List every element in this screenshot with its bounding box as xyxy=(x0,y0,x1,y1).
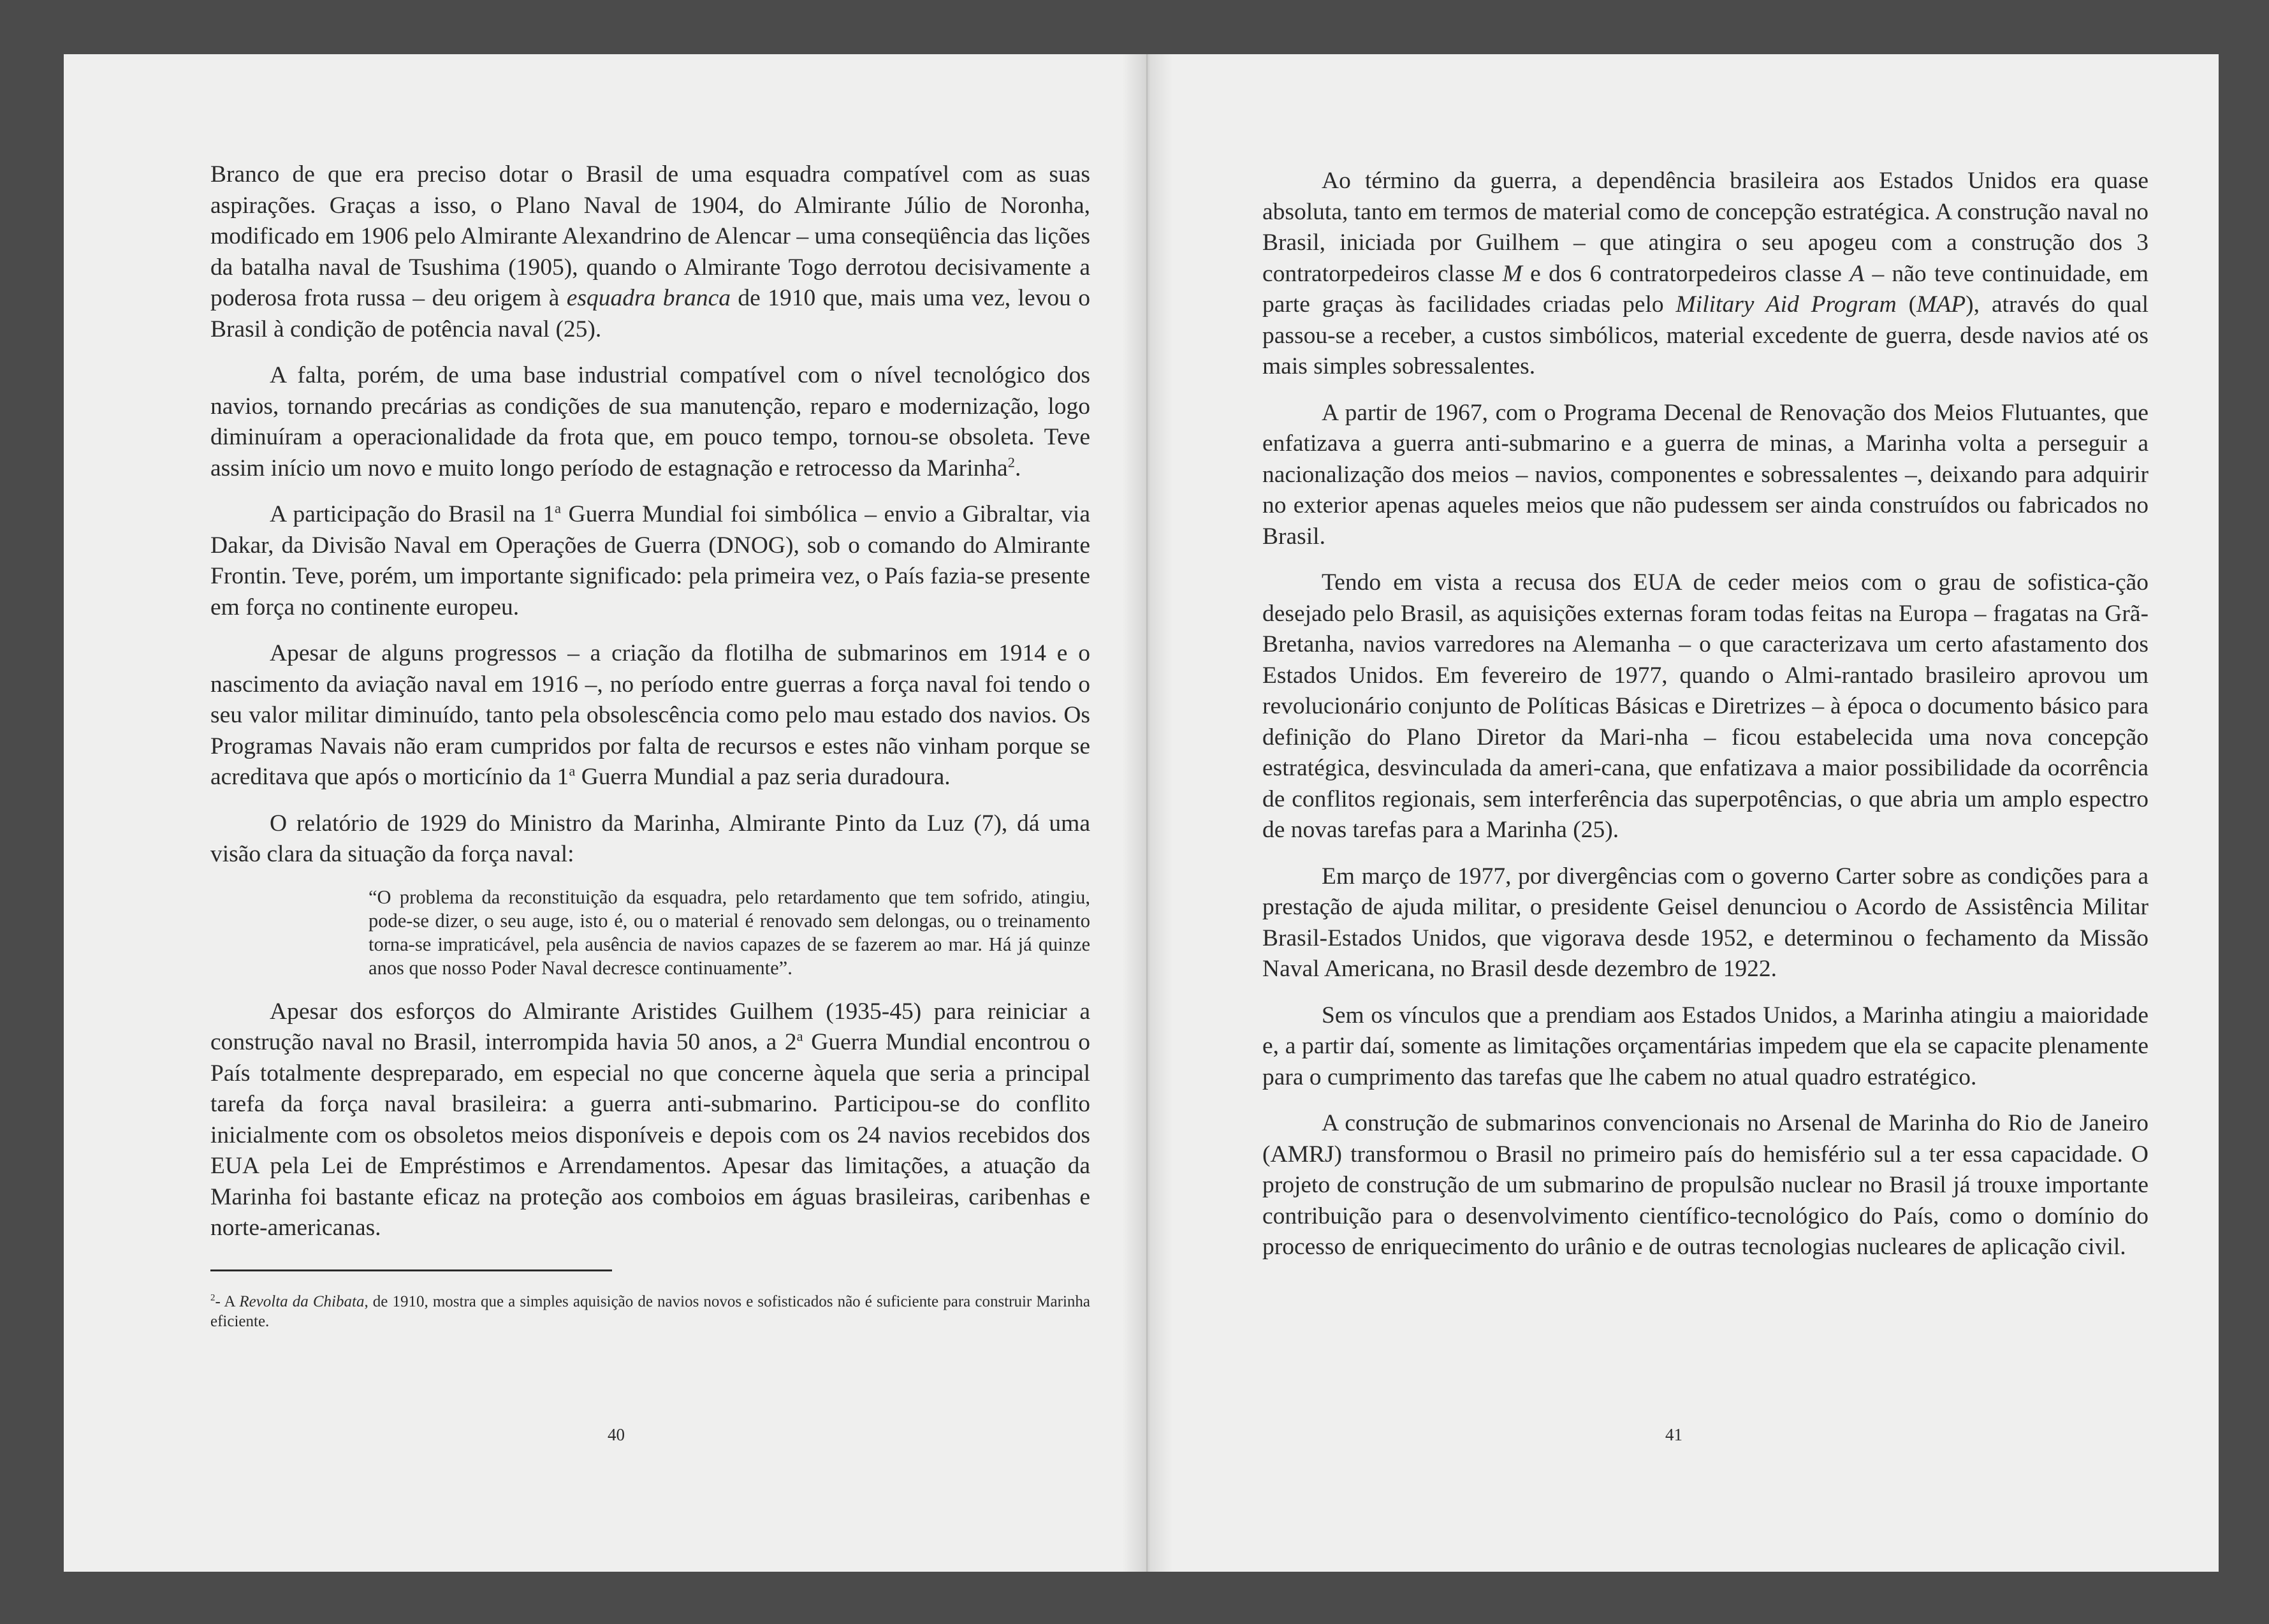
paragraph: A partir de 1967, com o Programa Decenal de Renovação dos Meios Flutuantes, que enfatizava a guerra anti-submarino e a guerra de minas, a Marinha volta a perseguir a nacionalização dos meios – navios, componentes e sobressalentes –, deixando para adquirir no exterior apenas aqueles meios que não pudessem ser ainda construídos ou fabricados no Brasil. xyxy=(1262,399,2149,550)
footnote xyxy=(210,1292,1090,1331)
left-page xyxy=(64,54,1148,1572)
text-run: Apesar de alguns progressos – a criação da flotilha de submarinos em 1914 e o nascimento da aviação naval em 1916 –, no período entre guerras a força naval foi tendo o seu valor militar diminuído, tanto pela obsolescência como pelo mau estado dos navios. Os Programas Navais não eram cumpridos por falta de recursos e estes não vinham porque se acreditava que após o morticínio da 1 xyxy=(210,640,1090,790)
text-run: – não teve continuidade, em parte graças às facilidades criadas pelo xyxy=(1262,260,2149,318)
text-run: - A xyxy=(215,1292,240,1310)
footnote-number: 2 xyxy=(210,1292,215,1303)
right-page-body xyxy=(1262,166,2149,1278)
ordinal-sup: a xyxy=(569,763,576,779)
right-page xyxy=(1148,54,2219,1572)
page-number: 41 xyxy=(1665,1425,1682,1444)
text-run: , de 1910, mostra que a simples aquisição de navios novos e sofisticados não é suficiente para construir Marinha eficiente. xyxy=(210,1292,1091,1330)
text-run: ), através do qual passou-se a receber, a custos simbólicos, material excedente de guerra, desde navios até os mais simples sobressalentes. xyxy=(1262,291,2149,379)
text-run: A participação do Brasil na 1 xyxy=(270,501,555,527)
text-run: de 1910 que, mais uma vez, levou o Brasil à condição de potência naval (25). xyxy=(210,285,1090,342)
italic-text: esquadra branca xyxy=(566,285,731,311)
italic-text: MAP xyxy=(1916,291,1966,318)
text-run: Guerra Mundial foi simbólica – envio a Gibraltar, via Dakar, da Divisão Naval em Operações de Guerra (DNOG), sob o comando do Almirante Frontin. Teve, porém, um importante significado: pela primeira vez, o País fazia-se presente em força no continente europeu. xyxy=(210,501,1090,620)
block-quote: “O problema da reconstituição da esquadra, pelo retardamento que tem sofrido, atingiu, pode-se dizer, o seu auge, isto é, ou o material é renovado sem delongas, ou o treinamento torna-se impraticável, pela ausência de navios capazes de se fazerem ao mar. Há já quinze anos que nosso Poder Naval decresce continuamente”. xyxy=(368,886,1090,979)
text-run: Guerra Mundial a paz seria duradoura. xyxy=(575,764,951,790)
ordinal-sup: a xyxy=(796,1028,803,1044)
left-page-body xyxy=(210,159,1090,1347)
italic-text: Military Aid Program xyxy=(1675,291,1897,318)
text-run: . xyxy=(1014,455,1021,481)
footnote-ref: 2 xyxy=(1007,454,1015,470)
paragraph xyxy=(210,638,1090,793)
italic-text: M xyxy=(1502,260,1522,287)
footnote-divider xyxy=(210,1269,612,1271)
paragraph: Sem os vínculos que a prendiam aos Estados Unidos, a Marinha atingiu a maioridade e, a partir daí, somente as limitações orçamentárias impedem que ela se capacite plenamente para o cumprimento das tarefas que lhe cabem no atual quadro estratégico. xyxy=(1262,1002,2149,1090)
book-gutter xyxy=(1122,54,1173,1572)
italic-text: Revolta da Chibata xyxy=(239,1292,365,1310)
text-run: Apesar dos esforços do Almirante Aristides Guilhem (1935-45) para reiniciar a construção naval no Brasil, interrompida havia 50 anos, a 2 xyxy=(210,998,1090,1055)
paragraph xyxy=(1262,166,2149,383)
text-run: Guerra Mundial encontrou o País totalmente despreparado, em especial no que concerne àquela que seria a principal tarefa da força naval brasileira: a guerra anti-submarino. Participou-se do conflito inicialmente com os obsoletos meios disponíveis e depois com os 24 navios recebidos dos EUA pela Lei de Empréstimos e Arrendamentos. Apesar das limitações, a atuação da Marinha foi bastante eficaz na proteção aos comboios em águas brasileiras, caribenhas e norte-americanas. xyxy=(210,1029,1090,1241)
paragraph: Em março de 1977, por divergências com o governo Carter sobre as condições para a prestação de ajuda militar, o presidente Geisel denunciou o Acordo de Assistência Militar Brasil-Estados Unidos, que vigorava desde 1952, e determinou o fechamento da Missão Naval Americana, no Brasil desde dezembro de 1922. xyxy=(1262,863,2149,982)
paragraph xyxy=(210,360,1090,484)
paragraph xyxy=(210,159,1090,345)
text-run: ( xyxy=(1896,291,1917,318)
paragraph: Tendo em vista a recusa dos EUA de ceder meios com o grau de sofistica-ção desejado pelo Brasil, as aquisições externas foram todas feitas na Europa – fragatas na Grã-Bretanha, navios varredores na Alemanha – o que caracterizava um certo afastamento dos Estados Unidos. Em fevereiro de 1977, quando o Almi-rantado brasileiro aprovou um revolucionário conjunto de Políticas Básicas e Diretrizes – à época o documento básico para definição do Plano Diretor da Mari-nha – ficou estabelecida uma nova concepção estratégica, desvinculada da ameri-cana, que enfatizava a maior possibilidade da ocorrência de conflitos regionais, sem interferência das superpotências, o que abria um amplo espectro de novas tarefas para a Marinha (25). xyxy=(1262,569,2149,843)
paragraph: A construção de submarinos convencionais no Arsenal de Marinha do Rio de Janeiro (AMRJ) transformou o Brasil no primeiro país do hemisfério sul a ter essa capacidade. O projeto de construção de um submarino de propulsão nuclear no Brasil já trouxe importante contribuição para o desenvolvimento científico-tecnológico do País, como o domínio do processo de enriquecimento do urânio e de outras tecnologias nucleares de aplicação civil. xyxy=(1262,1110,2149,1260)
italic-text: A xyxy=(1849,260,1865,287)
text-run: e dos 6 contratorpedeiros classe xyxy=(1522,260,1850,287)
text-run: Ao término da guerra, a dependência brasileira aos Estados Unidos era quase absoluta, tanto em termos de material como de concepção estratégica. A construção naval no Brasil, iniciada por Guilhem – que atingira o seu apogeu com a construção dos 3 contratorpedeiros classe xyxy=(1262,168,2149,287)
paragraph: O relatório de 1929 do Ministro da Marinha, Almirante Pinto da Luz (7), dá uma visão clara da situação da força naval: xyxy=(210,810,1090,867)
text-run: A falta, porém, de uma base industrial compatível com o nível tecnológico dos navios, tornando precárias as condições de sua manutenção, reparo e modernização, logo diminuíram a operacionalidade da frota que, em pouco tempo, tornou-se obsoleta. Teve assim início um novo e muito longo período de estagnação e retrocesso da Marinha xyxy=(210,362,1090,481)
page-number: 40 xyxy=(608,1425,625,1444)
ordinal-sup: a xyxy=(555,500,562,516)
text-run: Branco de que era preciso dotar o Brasil de uma esquadra compatível com as suas aspirações. Graças a isso, o Plano Naval de 1904, do Almirante Júlio de Noronha, modificado em 1906 pelo Almirante Alexandrino de Alencar – uma conseqüência das lições da batalha naval de Tsushima (1905), quando o Almirante Togo derrotou decisivamente a poderosa frota russa – deu origem à xyxy=(210,161,1090,311)
paragraph xyxy=(210,499,1090,623)
paragraph xyxy=(210,997,1090,1244)
